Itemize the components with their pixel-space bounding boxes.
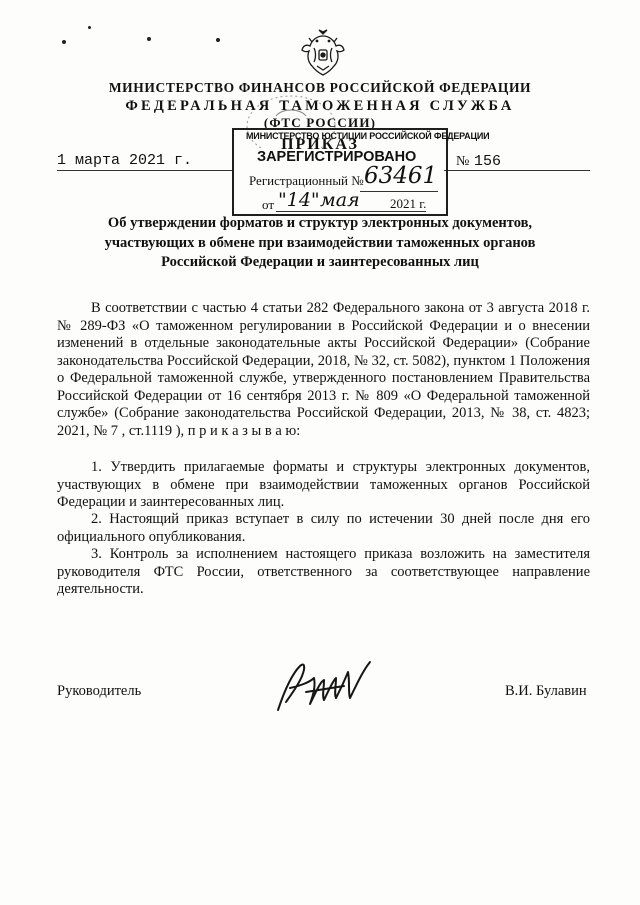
doc-type-heading: ПРИКАЗ — [281, 136, 359, 153]
scan-speck — [88, 26, 91, 29]
stamp-reg-label: Регистрационный № — [249, 173, 364, 188]
service-abbr: (ФТС РОССИИ) — [263, 115, 377, 130]
stamp-date-underline — [276, 211, 426, 212]
ministry-header: МИНИСТЕРСТВО ФИНАНСОВ РОССИЙСКОЙ ФЕДЕРАЦИИ — [108, 80, 532, 95]
order-date: 1 марта 2021 г. — [57, 152, 193, 169]
handwritten-signature — [270, 652, 380, 716]
order-title-line-3: Российской Федерации и заинтересованных лиц — [161, 254, 479, 270]
body-paragraph-item-2: 2. Настоящий приказ вступает в силу по истечении 30 дней после дня его официального опубликования. — [57, 511, 590, 545]
stamp-reg-number: 63461 — [364, 163, 438, 189]
scan-speck — [62, 40, 66, 44]
date-underline — [57, 170, 232, 171]
body-paragraph-preamble: В соответствии с частью 4 статьи 282 Федерального закона от 3 августа 2018 г. № 289-ФЗ «О таможенном регулировании в Российской Федерации и о внесении изменений в отдельные законодательные акты Российской Федерации» (Собрание законодательства Российской Федерации, 2018, № 32, ст. 5082), пунктом 1 Положения о Федеральной таможенной службе, утвержденного постановлением Правительства Российской Федерации от 16 сентября 2013 г. № 809 «О Федеральной таможенной службе» (Собрание законодательства Российской Федерации, 2013, № 38, ст. 4823; 2021, № 7 , ст.1119 ), п р и к а з ы в а ю: — [57, 300, 590, 439]
stamp-status: ЗАРЕГИСТРИРОВАНО — [257, 149, 417, 165]
round-seal-mark — [236, 88, 346, 148]
body-paragraph-item-1: 1. Утвердить прилагаемые форматы и структуры электронных документов, участвующих в обмене при взаимодействии таможенных органов Российской Федерации и заинтересованных лиц. — [57, 459, 590, 510]
stamp-date-year: 2021 г. — [390, 196, 427, 211]
number-underline — [444, 170, 590, 171]
order-title-line-1: Об утверждении форматов и структур электронных документов, — [107, 215, 533, 231]
scan-speck — [216, 38, 220, 42]
signatory-name: В.И. Булавин — [505, 683, 587, 699]
service-header: ФЕДЕРАЛЬНАЯ ТАМОЖЕННАЯ СЛУЖБА — [125, 98, 515, 114]
stamp-date-month: мая — [320, 189, 360, 211]
stamp-date-prefix: от — [262, 197, 275, 212]
stamp-authority: МИНИСТЕРСТВО ЮСТИЦИИ РОССИЙСКОЙ ФЕДЕРАЦИИ — [246, 131, 490, 141]
order-number-prefix: № — [456, 154, 470, 169]
scan-speck — [147, 37, 151, 41]
signature-role: Руководитель — [57, 683, 142, 699]
body-paragraph-item-3: 3. Контроль за исполнением настоящего приказа возложить на заместителя руководителя ФТС России, ответственного за соответствующее направление деятельности. — [57, 546, 590, 597]
order-title — [0, 214, 640, 273]
stamp-date-day: "14" — [278, 189, 320, 211]
order-number: 156 — [474, 153, 502, 170]
stamp-number-underline — [360, 191, 438, 192]
coat-of-arms-emblem — [300, 28, 346, 78]
order-title-line-2: участвующих в обмене при взаимодействии таможенных органов — [104, 234, 536, 251]
